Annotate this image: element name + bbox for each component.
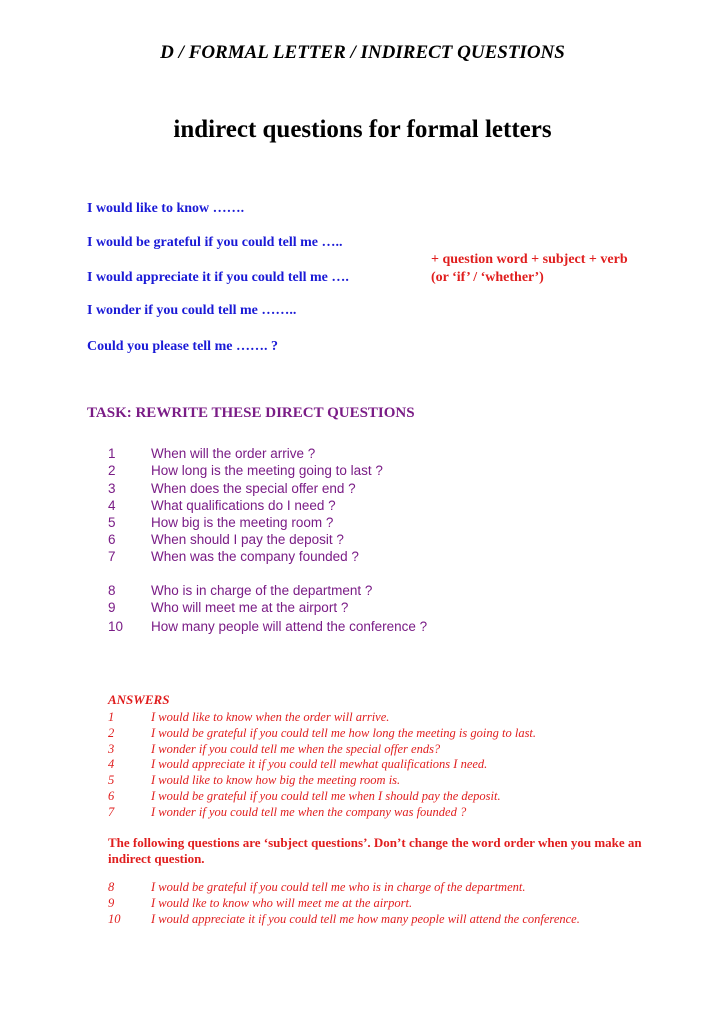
phrase-1: I would like to know ……. <box>87 201 245 216</box>
question-number: 9 <box>108 600 116 615</box>
page-title: indirect questions for formal letters <box>173 116 552 143</box>
question-number: 10 <box>108 619 124 634</box>
question-text: When will the order arrive ? <box>151 446 316 461</box>
answer-number: 10 <box>108 912 121 926</box>
question-item <box>108 481 356 496</box>
question-number: 2 <box>108 463 116 478</box>
answer-item <box>108 805 466 820</box>
answer-number: 1 <box>108 710 115 724</box>
question-text: What qualifications do I need ? <box>151 498 336 513</box>
answer-item <box>108 896 412 911</box>
question-text: When should I pay the deposit ? <box>151 532 344 547</box>
question-number: 3 <box>108 481 116 496</box>
answer-number: 9 <box>108 896 115 910</box>
question-item <box>108 619 427 634</box>
answers-heading: ANSWERS <box>108 692 170 707</box>
answer-number: 5 <box>108 773 115 787</box>
answer-item <box>108 773 400 788</box>
answer-text: I would like to know when the order will arrive. <box>151 710 390 724</box>
question-text: When does the special offer end ? <box>151 481 356 496</box>
answer-text: I would be grateful if you could tell me when I should pay the deposit. <box>151 789 501 803</box>
question-text: Who is in charge of the department ? <box>151 583 373 598</box>
question-number: 4 <box>108 498 116 513</box>
answer-item <box>108 726 536 741</box>
question-number: 5 <box>108 515 116 530</box>
question-number: 1 <box>108 446 116 461</box>
answer-number: 8 <box>108 880 115 894</box>
question-number: 6 <box>108 532 116 547</box>
answer-text: I wonder if you could tell me when the company was founded ? <box>151 805 467 819</box>
question-item <box>108 498 336 513</box>
question-text: How many people will attend the conference ? <box>151 619 428 634</box>
answer-text: I would lke to know who will meet me at the airport. <box>151 896 413 910</box>
question-text: How big is the meeting room ? <box>151 515 334 530</box>
answer-text: I wonder if you could tell me when the special offer ends? <box>151 742 441 756</box>
question-text: Who will meet me at the airport ? <box>151 600 349 615</box>
answer-text: I would like to know how big the meeting room is. <box>151 773 401 787</box>
question-item <box>108 583 372 598</box>
structure-note-line2: (or ‘if’ / ‘whether’) <box>431 270 544 285</box>
answer-item <box>108 742 440 757</box>
question-item <box>108 515 333 530</box>
phrase-5: Could you please tell me ……. ? <box>87 339 278 354</box>
question-item <box>108 446 315 461</box>
question-item <box>108 600 348 615</box>
answer-text: I would appreciate it if you could tell mewhat qualifications I need. <box>151 757 488 771</box>
structure-note-line1: + question word + subject + verb <box>431 252 628 267</box>
answer-item <box>108 710 389 725</box>
answer-text: I would be grateful if you could tell me how long the meeting is going to last. <box>151 726 537 740</box>
question-number: 7 <box>108 549 116 564</box>
answer-number: 6 <box>108 789 115 803</box>
document-header: D / FORMAL LETTER / INDIRECT QUESTIONS <box>160 42 565 63</box>
task-heading: TASK: REWRITE THESE DIRECT QUESTIONS <box>87 405 415 421</box>
question-item <box>108 532 344 547</box>
phrase-2: I would be grateful if you could tell me ….. <box>87 235 343 250</box>
question-item <box>108 463 383 478</box>
subject-questions-note: The following questions are ‘subject questions’. Don’t change the word order when you make an indirect question. <box>108 835 642 866</box>
question-text: When was the company founded ? <box>151 549 359 564</box>
answer-text: I would appreciate it if you could tell me how many people will attend the conference. <box>151 912 580 926</box>
phrase-3: I would appreciate it if you could tell me …. <box>87 270 349 285</box>
question-text: How long is the meeting going to last ? <box>151 463 383 478</box>
answer-item <box>108 880 525 895</box>
question-number: 8 <box>108 583 116 598</box>
answer-number: 4 <box>108 757 115 771</box>
answer-text: I would be grateful if you could tell me who is in charge of the department. <box>151 880 526 894</box>
answer-number: 2 <box>108 726 115 740</box>
answer-item <box>108 789 501 804</box>
question-item <box>108 549 359 564</box>
answer-item <box>108 757 487 772</box>
phrase-4: I wonder if you could tell me …….. <box>87 303 297 318</box>
answer-number: 3 <box>108 742 115 756</box>
answer-item <box>108 912 580 927</box>
answer-number: 7 <box>108 805 115 819</box>
